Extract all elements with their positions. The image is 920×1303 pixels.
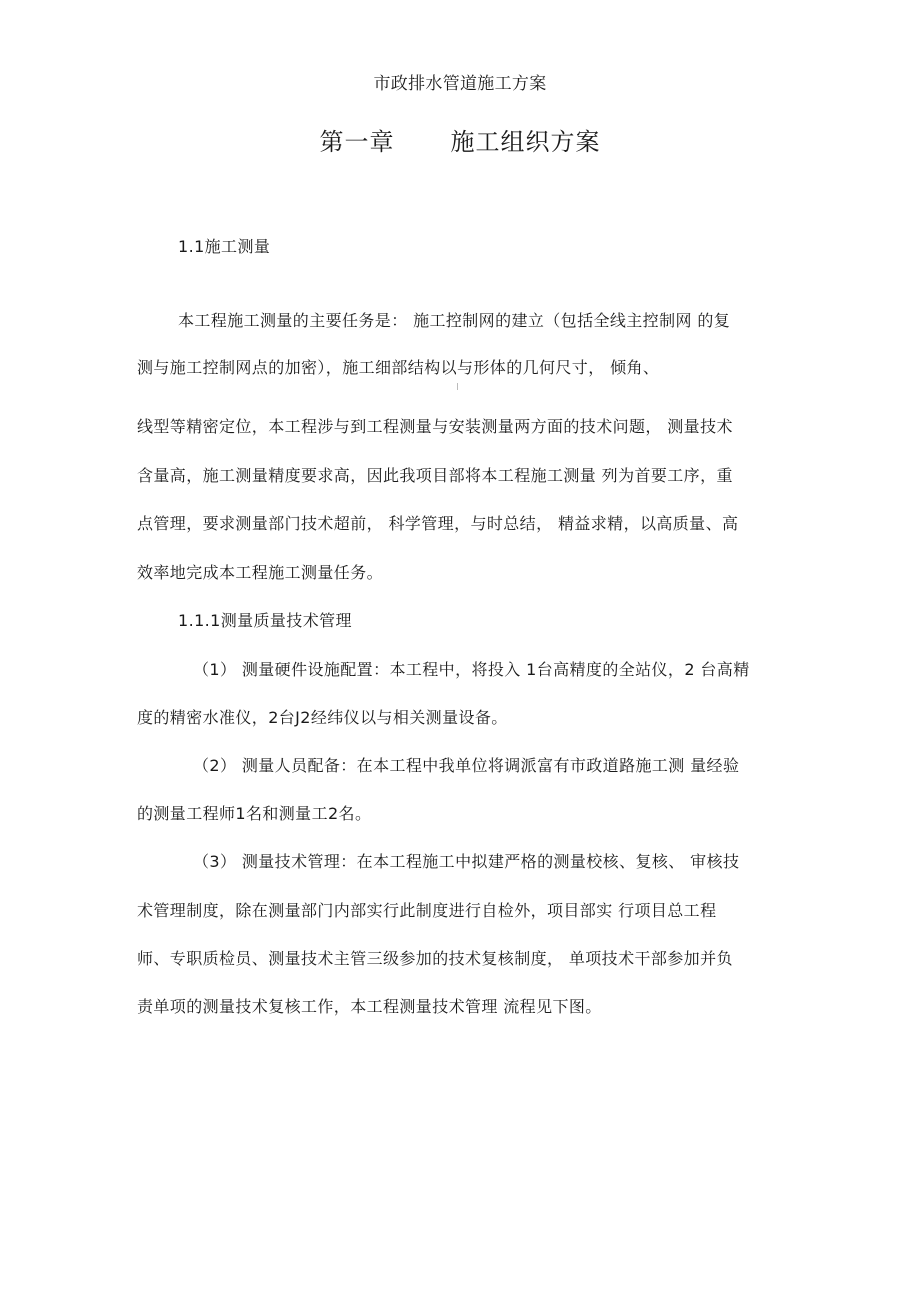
list-item-3-line: 术管理制度，除在测量部门内部实行此制度进行自检外，项目部实 行项目总工程 [137, 901, 717, 920]
paragraph-line: 含量高，施工测量精度要求高，因此我项目部将本工程施工测量 列为首要工序，重 [137, 466, 733, 485]
paragraph-line: 效率地完成本工程施工测量任务。 [137, 563, 384, 582]
paragraph-line: 测与施工控制网点的加密），施工细部结构以与形体的几何尺寸， 倾角、 [137, 358, 660, 377]
list-item-1-line: （1） 测量硬件设施配置：本工程中，将投入 1台高精度的全站仪，2 台高精 [193, 660, 750, 679]
document-title: 市政排水管道施工方案 [373, 74, 547, 94]
list-item-2-line: （2） 测量人员配备：在本工程中我单位将调派富有市政道路施工测 量经验 [193, 756, 740, 775]
section-heading-1-1-1: 1.1.1测量质量技术管理 [178, 611, 352, 630]
list-item-1-line: 度的精密水准仪，2台J2经纬仪以与相关测量设备。 [137, 708, 508, 727]
chapter-number: 第一章 [319, 128, 395, 156]
list-item-3-line: （3） 测量技术管理：在本工程施工中拟建严格的测量校核、复核、 审核技 [193, 852, 740, 871]
list-item-3-line: 责单项的测量技术复核工作，本工程测量技术管理 流程见下图。 [137, 997, 602, 1016]
chapter-title [0, 125, 920, 159]
list-item-3-line: 师、专职质检员、测量技术主管三级参加的技术复核制度， 单项技术干部参加并负 [137, 949, 733, 968]
stray-mark [457, 383, 458, 390]
chapter-name: 施工组织方案 [450, 128, 601, 156]
paragraph-line: 线型等精密定位，本工程涉与到工程测量与安装测量两方面的技术问题， 测量技术 [137, 417, 733, 436]
paragraph-line: 点管理，要求测量部门技术超前， 科学管理，与时总结， 精益求精，以高质量、高 [137, 514, 739, 533]
paragraph-line: 本工程施工测量的主要任务是： 施工控制网的建立（包括全线主控制网 的复 [178, 311, 731, 330]
section-heading-1-1: 1.1施工测量 [178, 237, 271, 256]
list-item-2-line: 的测量工程师1名和测量工2名。 [137, 804, 372, 823]
